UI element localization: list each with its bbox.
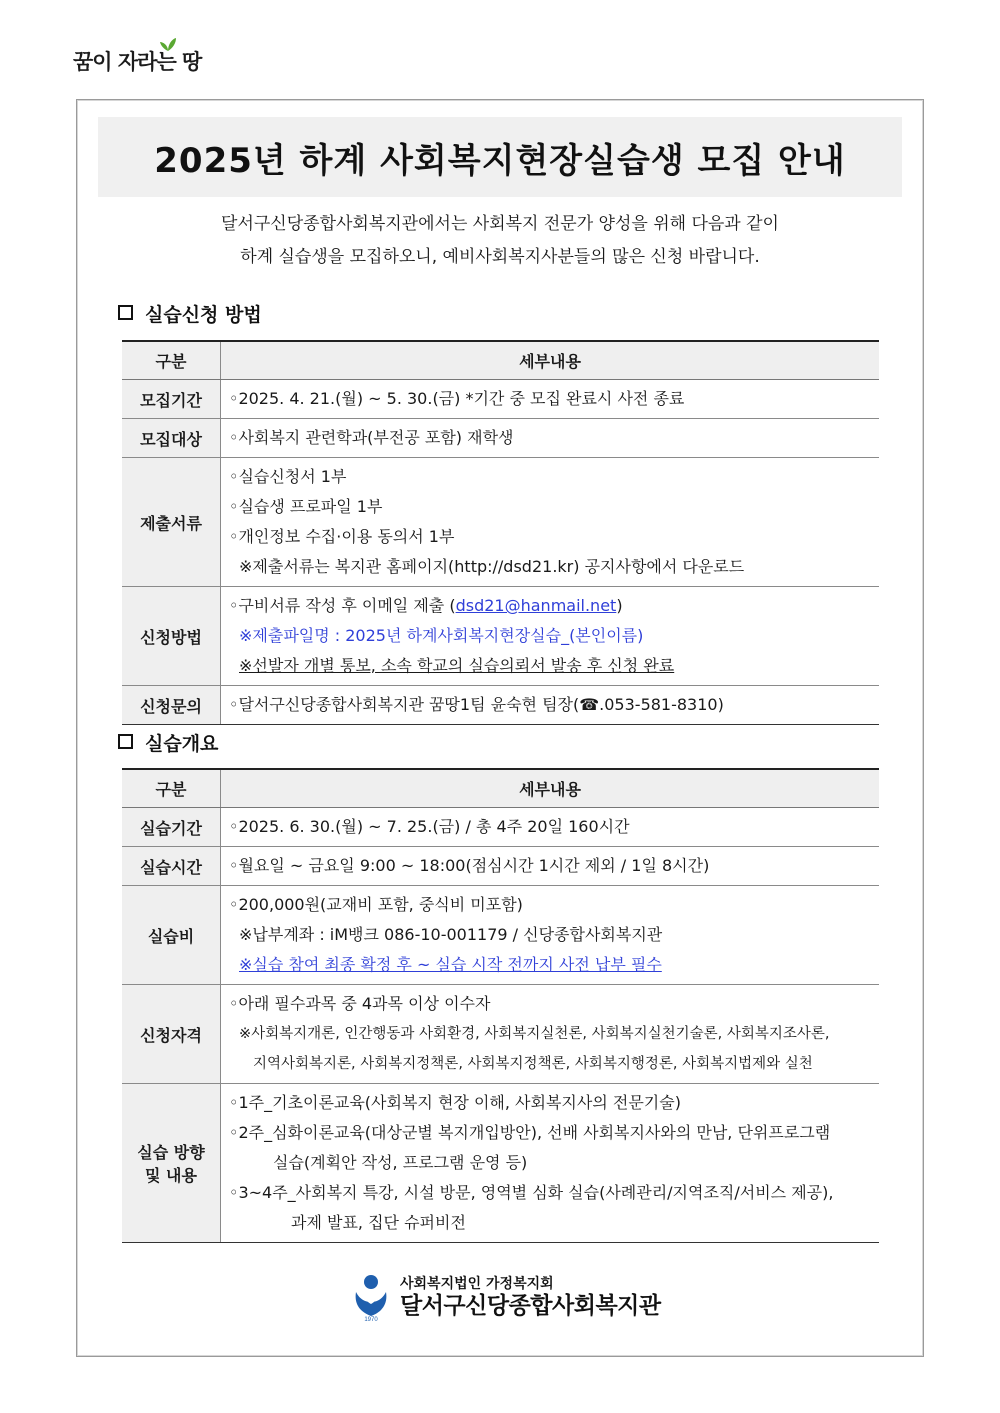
subjects-line: ※사회복지개론, 인간행동과 사회환경, 사회복지실천론, 사회복지실천기술론, 사회복지조사론, xyxy=(239,1026,830,1042)
table-row xyxy=(122,587,879,686)
intro-paragraph xyxy=(100,208,900,274)
header-category: 구분 xyxy=(122,341,221,380)
documents-note: ※제출서류는 복지관 홈페이지(http://dsd21.kr) 공지사항에서 다운로드 xyxy=(239,557,745,576)
header-details: 세부내용 xyxy=(221,341,880,380)
payment-note: ※실습 참여 최종 확정 후 ~ 실습 시작 전까지 사전 납부 필수 xyxy=(239,955,662,974)
application-table xyxy=(122,340,879,725)
checkbox-bullet-icon xyxy=(118,734,133,749)
intro-line-2: 하계 실습생을 모집하오니, 예비사회복지사분들의 많은 신청 바랍니다. xyxy=(240,247,760,267)
method-line xyxy=(229,591,879,621)
row-label: 모집기간 xyxy=(122,380,221,419)
footer-logo xyxy=(350,1272,661,1322)
table-row xyxy=(122,458,879,587)
email-link[interactable]: dsd21@hanmail.net xyxy=(455,596,617,615)
table-header-row xyxy=(122,341,879,380)
header-category: 구분 xyxy=(122,769,221,808)
welfare-emblem-icon xyxy=(350,1272,392,1322)
row-label xyxy=(122,1084,221,1243)
filename-note: ※제출파일명 : 2025년 하계사회복지현장실습_(본인이름) xyxy=(239,626,644,645)
leaf-icon xyxy=(159,36,177,52)
overview-table xyxy=(122,768,879,1243)
emblem-year: 1970 xyxy=(364,1317,378,1322)
row-label: 실습시간 xyxy=(122,847,221,886)
table-row xyxy=(122,886,879,985)
account-note: ※납부계좌 : iM뱅크 086-10-001179 / 신당종합사회복지관 xyxy=(239,925,663,944)
recruit-target-text: ◦사회복지 관련학과(부전공 포함) 재학생 xyxy=(229,428,514,447)
content-line: ◦3~4주_사회복지 특강, 시설 방문, 영역별 심화 실습(사례관리/지역조직/서비스 제공), xyxy=(229,1183,834,1202)
section-heading-text: 실습개요 xyxy=(145,733,219,755)
table-row xyxy=(122,686,879,725)
row-label: 제출서류 xyxy=(122,458,221,587)
section-heading-overview xyxy=(118,729,218,756)
footer-org-text xyxy=(400,1275,661,1319)
content-line: 과제 발표, 집단 슈퍼비전 xyxy=(291,1213,466,1232)
table-row xyxy=(122,808,879,847)
method-text-suffix: ) xyxy=(616,596,623,615)
header-details: 세부내용 xyxy=(221,769,880,808)
recruit-period-text: ◦2025. 4. 21.(월) ~ 5. 30.(금) *기간 중 모집 완료시 사전 종료 xyxy=(229,389,685,408)
table-row xyxy=(122,419,879,458)
subjects-line: 지역사회복지론, 사회복지정책론, 사회복지정책론, 사회복지행정론, 사회복지법제와 실천 xyxy=(253,1056,813,1072)
row-label: 모집대상 xyxy=(122,419,221,458)
checkbox-bullet-icon xyxy=(118,305,133,320)
row-label-line: 실습 방향 xyxy=(137,1143,205,1162)
row-label: 실습비 xyxy=(122,886,221,985)
row-label: 신청방법 xyxy=(122,587,221,686)
row-label: 신청자격 xyxy=(122,985,221,1084)
table-row xyxy=(122,380,879,419)
documents-line: ◦실습신청서 1부 xyxy=(229,467,347,486)
row-label-line: 및 내용 xyxy=(145,1166,197,1185)
intro-line-1: 달서구신당종합사회복지관에서는 사회복지 전문가 양성을 위해 다음과 같이 xyxy=(221,214,779,234)
row-label: 실습기간 xyxy=(122,808,221,847)
qualification-line: ◦아래 필수과목 중 4과목 이상 이수자 xyxy=(229,994,491,1013)
top-logo-text: 꿈이 자라는 땅 xyxy=(73,50,202,74)
content-line: ◦1주_기초이론교육(사회복지 현장 이해, 사회복지사의 전문기술) xyxy=(229,1093,681,1112)
page-title: 2025년 하계 사회복지현장실습생 모집 안내 xyxy=(154,140,846,181)
table-row xyxy=(122,847,879,886)
practice-period-text: ◦2025. 6. 30.(월) ~ 7. 25.(금) / 총 4주 20일 160시간 xyxy=(229,817,630,836)
top-logo xyxy=(73,46,201,76)
content-line: ◦2주_심화이론교육(대상군별 복지개입방안), 선배 사회복지사와의 만남, 단위프로그램 xyxy=(229,1123,831,1142)
section-heading-application xyxy=(118,300,262,327)
table-row xyxy=(122,985,879,1084)
content-line: 실습(계획안 작성, 프로그램 운영 등) xyxy=(273,1153,528,1172)
contact-text: ◦달서구신당종합사회복지관 꿈땅1팀 윤숙현 팀장(☎.053-581-8310) xyxy=(229,695,724,714)
section-heading-text: 실습신청 방법 xyxy=(145,304,262,326)
fee-line: ◦200,000원(교재비 포함, 중식비 미포함) xyxy=(229,895,523,914)
title-banner xyxy=(98,117,902,197)
documents-line: ◦개인정보 수집·이용 동의서 1부 xyxy=(229,527,455,546)
selection-note: ※선발자 개별 통보, 소속 학교의 실습의뢰서 발송 후 신청 완료 xyxy=(239,656,675,675)
practice-time-text: ◦월요일 ~ 금요일 9:00 ~ 18:00(점심시간 1시간 제외 / 1일 8시간) xyxy=(229,856,710,875)
documents-line: ◦실습생 프로파일 1부 xyxy=(229,497,383,516)
method-text: ◦구비서류 작성 후 이메일 제출 ( xyxy=(229,596,456,615)
row-label: 신청문의 xyxy=(122,686,221,725)
table-header-row xyxy=(122,769,879,808)
footer-org-line-2: 달서구신당종합사회복지관 xyxy=(400,1293,661,1319)
footer-org-line-1: 사회복지법인 가정복지회 xyxy=(400,1276,554,1292)
table-row xyxy=(122,1084,879,1243)
